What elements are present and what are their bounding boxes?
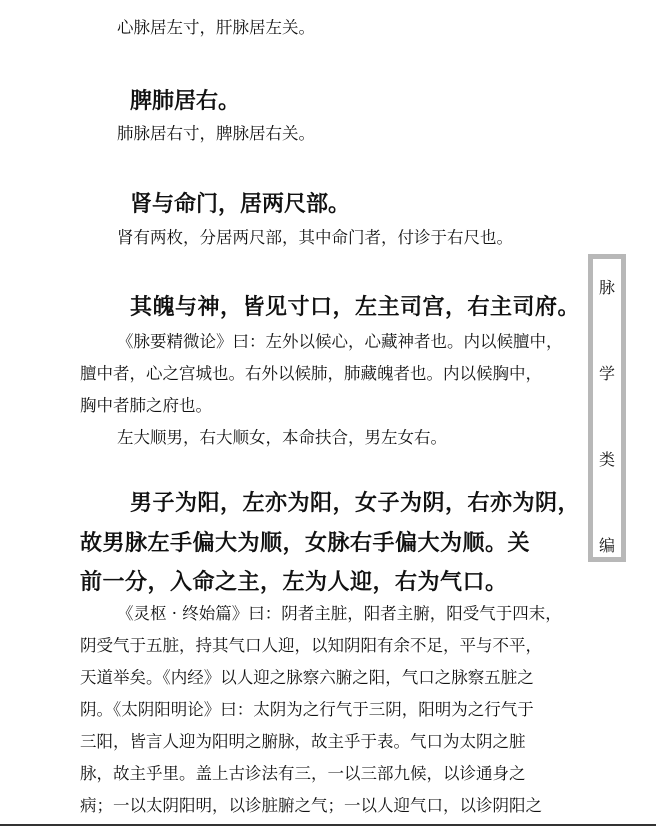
text-line-6: 胸中者肺之府也。 [80,396,212,415]
side-title-char-3: 类 [598,450,615,469]
side-title-char-1: 脉 [598,278,615,297]
heading-2: 肾与命门，居两尺部。 [130,192,351,217]
text-line-4: 《脉要精微论》曰：左外以候心，心藏神者也。内以候膻中， [117,332,563,351]
text-line-2: 肺脉居右寸，脾脉居右关。 [117,124,315,143]
text-line-9: 阴受气于五脏，持其气口人迎，以知阴阳有余不足，平与不平， [80,636,542,655]
text-line-3: 肾有两枚，分居两尺部，其中命门者，付诊于右尺也。 [117,228,513,247]
heading-3: 其魄与神，皆见寸口，左主司宫，右主司府。 [130,295,581,320]
side-title-char-2: 学 [598,364,615,383]
text-line-8: 《灵枢 · 终始篇》曰：阴者主脏，阳者主腑，阳受气于四末， [117,604,562,623]
heading-4-line-2: 故男脉左手偏大为顺，女脉右手偏大为顺。关 [80,531,531,556]
side-title-char-4: 编 [598,536,615,555]
heading-1: 脾肺居右。 [130,89,241,114]
text-line-13: 脉，故主乎里。盖上古诊法有三，一以三部九候，以诊通身之 [80,764,526,783]
text-line-7: 左大顺男，右大顺女，本命扶合，男左女右。 [117,428,447,447]
text-line-5: 膻中者，心之宫城也。右外以候肺，肺藏魄者也。内以候胸中， [80,364,542,383]
bottom-rule [0,824,656,826]
heading-4-line-1: 男子为阳，左亦为阳，女子为阴，右亦为阴， [130,491,581,516]
text-line-10: 天道举矣。《内经》以人迎之脉察六腑之阳，气口之脉察五脏之 [80,668,534,687]
text-line-14: 病；一以太阴阳明，以诊脏腑之气；一以人迎气口，以诊阴阳之 [80,796,542,815]
text-line-11: 阴。《太阴阳明论》曰：太阴为之行气于三阴，阳明为之行气于 [80,700,534,719]
heading-4-line-3: 前一分，入命之主，左为人迎，右为气口。 [80,570,508,595]
side-title-tab [588,254,626,562]
text-line-12: 三阳，皆言人迎为阳明之腑脉，故主乎于表。气口为太阴之脏 [80,732,526,751]
text-line-1: 心脉居左寸，肝脉居左关。 [117,18,315,37]
